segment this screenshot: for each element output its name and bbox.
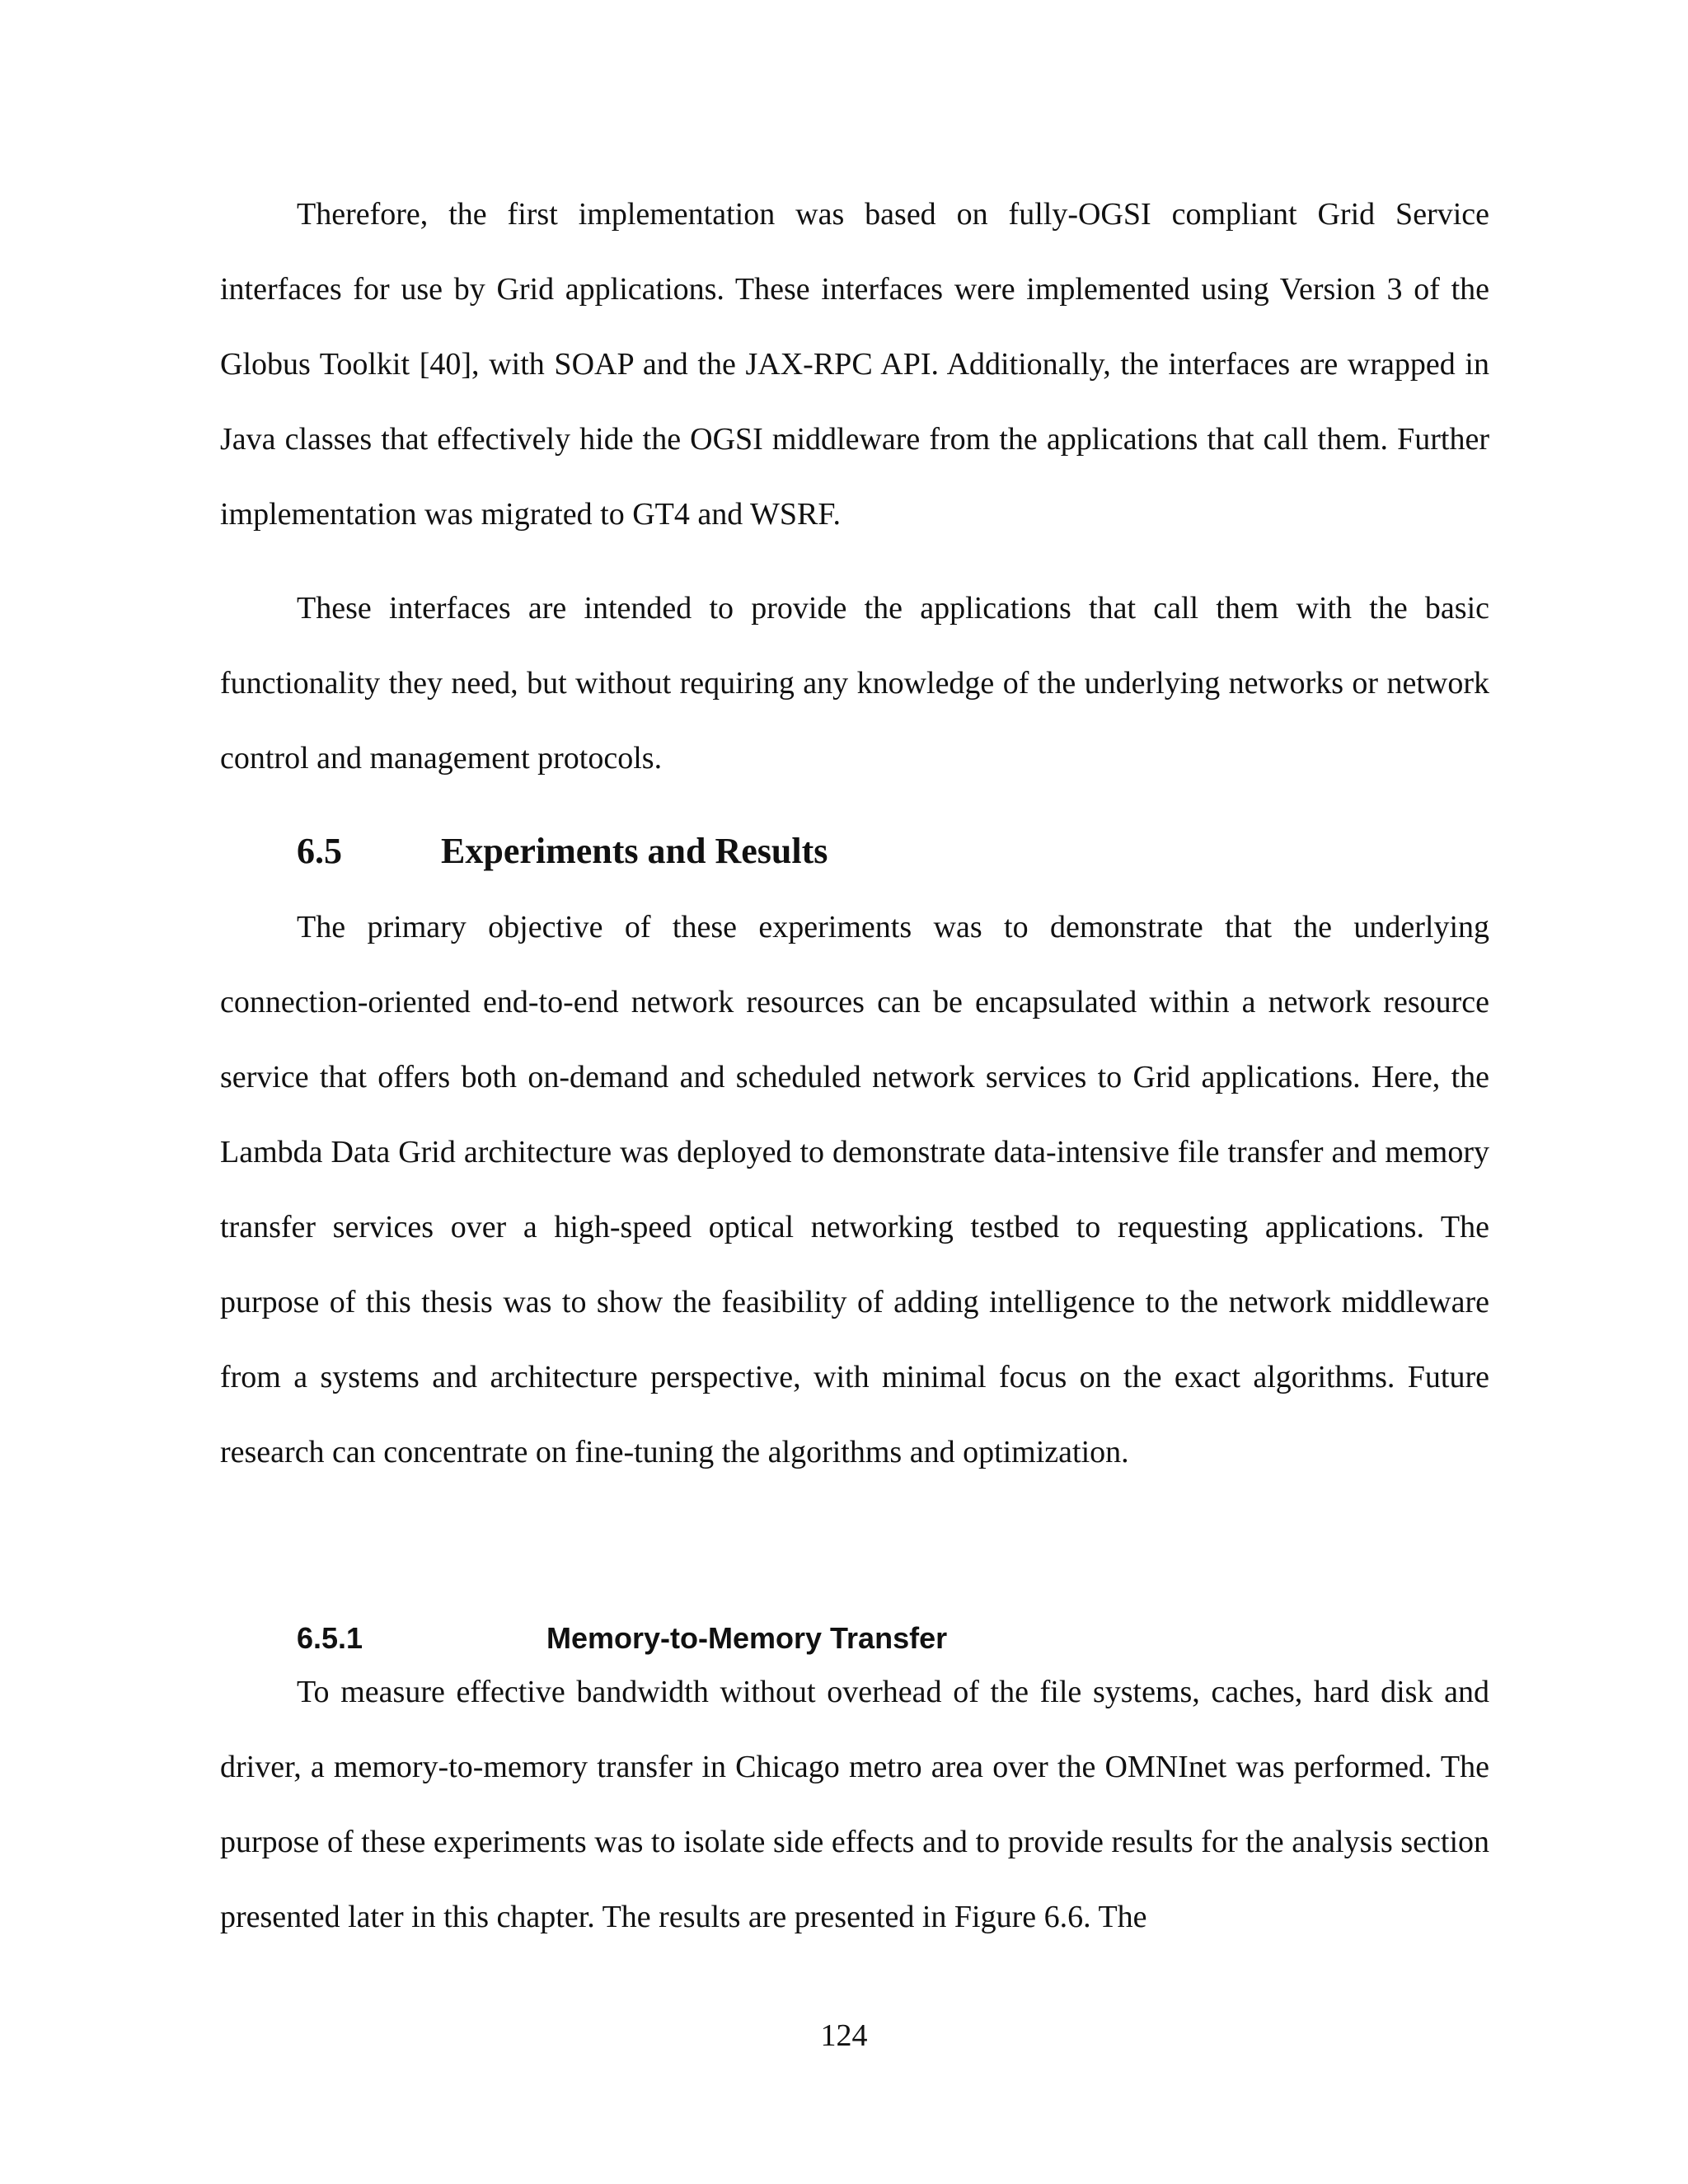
paragraph-ogsi-implementation: Therefore, the first implementation was based on fully-OGSI compliant Grid Service interfaces for use by Grid applications. These interfaces were implemented using Version 3 of the Globus Toolkit [40], with SOAP and the JAX-RPC API. Additionally, the interfaces are wrapped in Java classes that effectively hide the OGSI middleware from the applications that call them. Further implementation was migrated to GT4 and WSRF. xyxy=(220,197,1489,532)
subsection-title: Memory-to-Memory Transfer xyxy=(546,1621,948,1655)
subsection-number: 6.5.1 xyxy=(297,1621,363,1655)
section-title: Experiments and Results xyxy=(441,831,828,871)
section-number: 6.5 xyxy=(297,831,342,871)
paragraph-experiments-objective: The primary objective of these experiments was to demonstrate that the underlying connection-oriented end-to-end network resources can be encapsulated within a network resource service that offers both on-demand and scheduled network services to Grid applications. Here, the Lambda Data Grid architecture was deployed to demonstrate data-intensive file transfer and memory transfer services over a high-speed optical networking testbed to requesting applications. The purpose of this thesis was to show the feasibility of adding intelligence to the network middleware from a systems and architecture perspective, with minimal focus on the exact algorithms. Future research can concentrate on fine-tuning the algorithms and optimization. xyxy=(220,910,1489,1469)
section-heading xyxy=(297,823,828,880)
paragraph-memory-transfer: To measure effective bandwidth without overhead of the file systems, caches, hard disk and driver, a memory-to-memory transfer in Chicago metro area over the OMNInet was performed. The purpose of these experiments was to isolate side effects and to provide results for the analysis section presented later in this chapter. The results are presented in Figure 6.6. The xyxy=(220,1675,1489,1934)
page-number: 124 xyxy=(820,2018,868,2053)
paragraph-interfaces-purpose: These interfaces are intended to provide the applications that call them with the basic functionality they need, but without requiring any knowledge of the underlying networks or network control and management protocols. xyxy=(220,591,1489,776)
